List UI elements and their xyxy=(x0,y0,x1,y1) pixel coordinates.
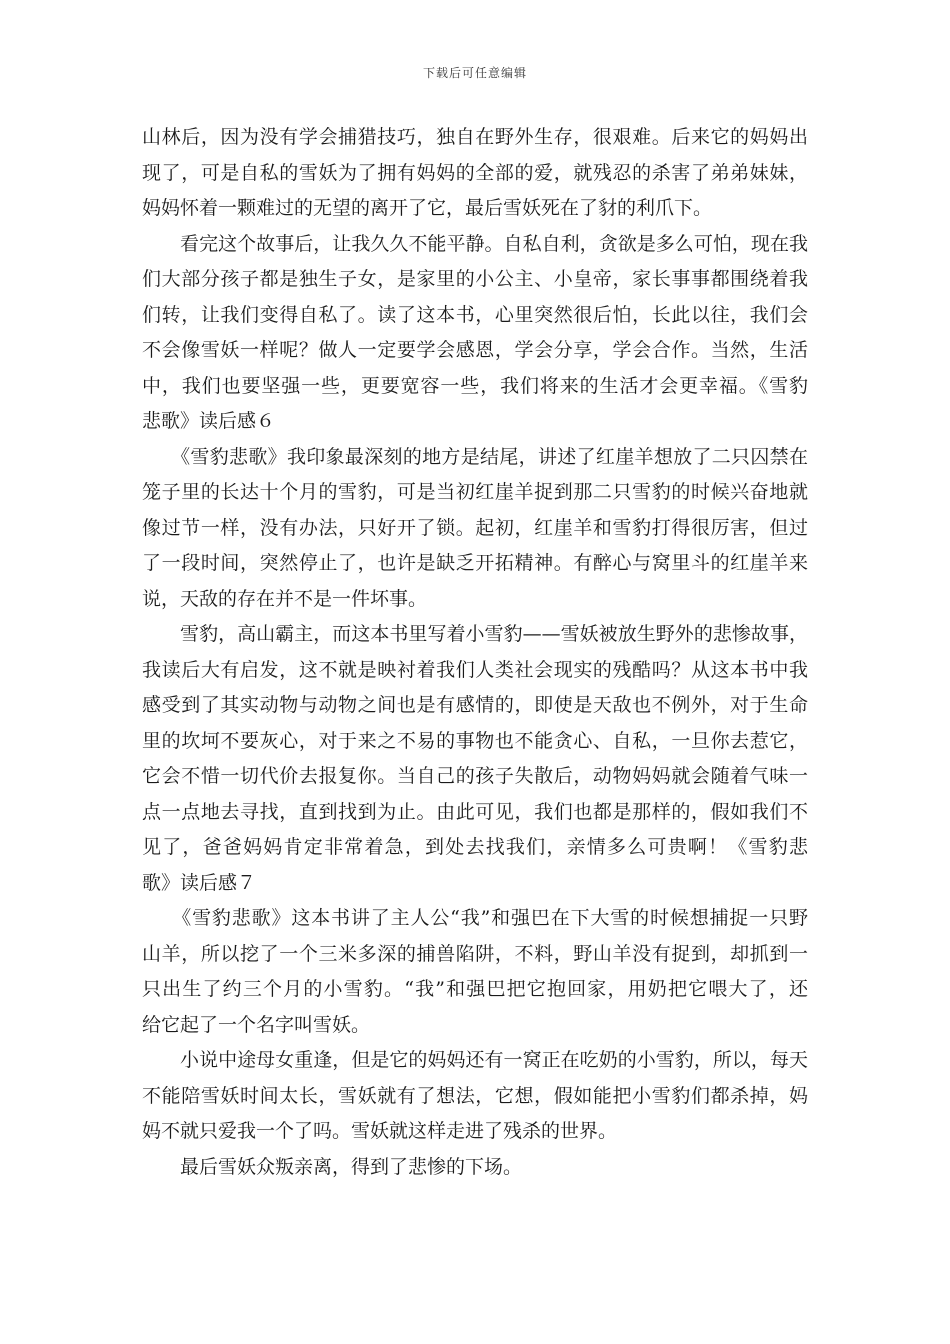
text-line: 不会像雪妖一样呢？做人一定要学会感恩，学会分享，学会合作。当然，生活 xyxy=(142,339,808,361)
text-line: 《雪豹悲歌》我印象最深刻的地方是结尾，讲述了红崖羊想放了二只囚禁在 xyxy=(142,445,808,468)
text-line: 歌》读后感７ xyxy=(142,871,257,894)
text-line: 山羊，所以挖了一个三米多深的捕兽陷阱，不料，野山羊没有捉到，却抓到一 xyxy=(142,942,808,965)
text-line: 给它起了一个名字叫雪妖。 xyxy=(142,1013,371,1036)
text-line: 了一段时间，突然停止了，也许是缺乏开拓精神。有醉心与窝里斗的红崖羊来 xyxy=(142,552,808,574)
text-line: 我读后大有启发，这不就是映衬着我们人类社会现实的残酷吗？从这本书中我 xyxy=(142,658,808,681)
text-line: 小说中途母女重逢，但是它的妈妈还有一窝正在吃奶的小雪豹，所以，每天 xyxy=(142,1049,808,1071)
text-line: 见了，爸爸妈妈肯定非常着急，到处去找我们，亲情多么可贵啊！《雪豹悲 xyxy=(142,836,808,858)
text-line: 笼子里的长达十个月的雪豹，可是当初红崖羊捉到那二只雪豹的时候兴奋地就 xyxy=(142,481,808,503)
document-body xyxy=(142,120,808,1185)
page-header: 下载后可任意编辑 xyxy=(422,66,527,80)
text-line: 不能陪雪妖时间太长，雪妖就有了想法，它想，假如能把小雪豹们都杀掉，妈 xyxy=(142,1084,808,1107)
text-line: 说，天敌的存在并不是一件坏事。 xyxy=(142,587,428,610)
text-line: 山林后，因为没有学会捕猎技巧，独自在野外生存，很艰难。后来它的妈妈出 xyxy=(142,126,808,148)
text-line: 中，我们也要坚强一些，更要宽容一些，我们将来的生活才会更幸福。《雪豹 xyxy=(142,374,808,397)
text-line: 们大部分孩子都是独生子女，是家里的小公主、小皇帝，家长事事都围绕着我 xyxy=(142,268,808,290)
text-line: 们转，让我们变得自私了。读了这本书，心里突然很后怕，长此以往，我们会 xyxy=(142,303,808,326)
text-line: 感受到了其实动物与动物之间也是有感情的，即使是天敌也不例外，对于生命 xyxy=(142,694,808,716)
text-line: 里的坎坷不要灰心，对于来之不易的事物也不能贪心、自私，一旦你去惹它， xyxy=(142,729,808,752)
text-line: 像过节一样，没有办法，只好开了锁。起初，红崖羊和雪豹打得很厉害，但过 xyxy=(142,516,808,539)
text-line: 看完这个故事后，让我久久不能平静。自私自利，贪欲是多么可怕，现在我 xyxy=(142,232,808,255)
text-line: 现了，可是自私的雪妖为了拥有妈妈的全部的爱，就残忍的杀害了弟弟妹妹， xyxy=(142,161,808,184)
text-line: 《雪豹悲歌》这本书讲了主人公“我”和强巴在下大雪的时候想捕捉一只野 xyxy=(142,907,808,929)
text-line: 点一点地去寻找，直到找到为止。由此可见，我们也都是那样的，假如我们不 xyxy=(142,800,808,823)
text-line: 最后雪妖众叛亲离，得到了悲惨的下场。 xyxy=(142,1155,523,1178)
text-line: 只出生了约三个月的小雪豹。“我”和强巴把它抱回家，用奶把它喂大了，还 xyxy=(142,978,808,1000)
text-line: 妈不就只爱我一个了吗。雪妖就这样走进了残杀的世界。 xyxy=(142,1120,618,1142)
text-line: 雪豹，高山霸主，而这本书里写着小雪豹——雪妖被放生野外的悲惨故事， xyxy=(142,623,808,645)
text-line: 它会不惜一切代价去报复你。当自己的孩子失散后，动物妈妈就会随着气味一 xyxy=(142,765,808,787)
text-line: 妈妈怀着一颗难过的无望的离开了它，最后雪妖死在了豺的利爪下。 xyxy=(142,197,713,219)
text-line: 悲歌》读后感６ xyxy=(142,410,276,432)
